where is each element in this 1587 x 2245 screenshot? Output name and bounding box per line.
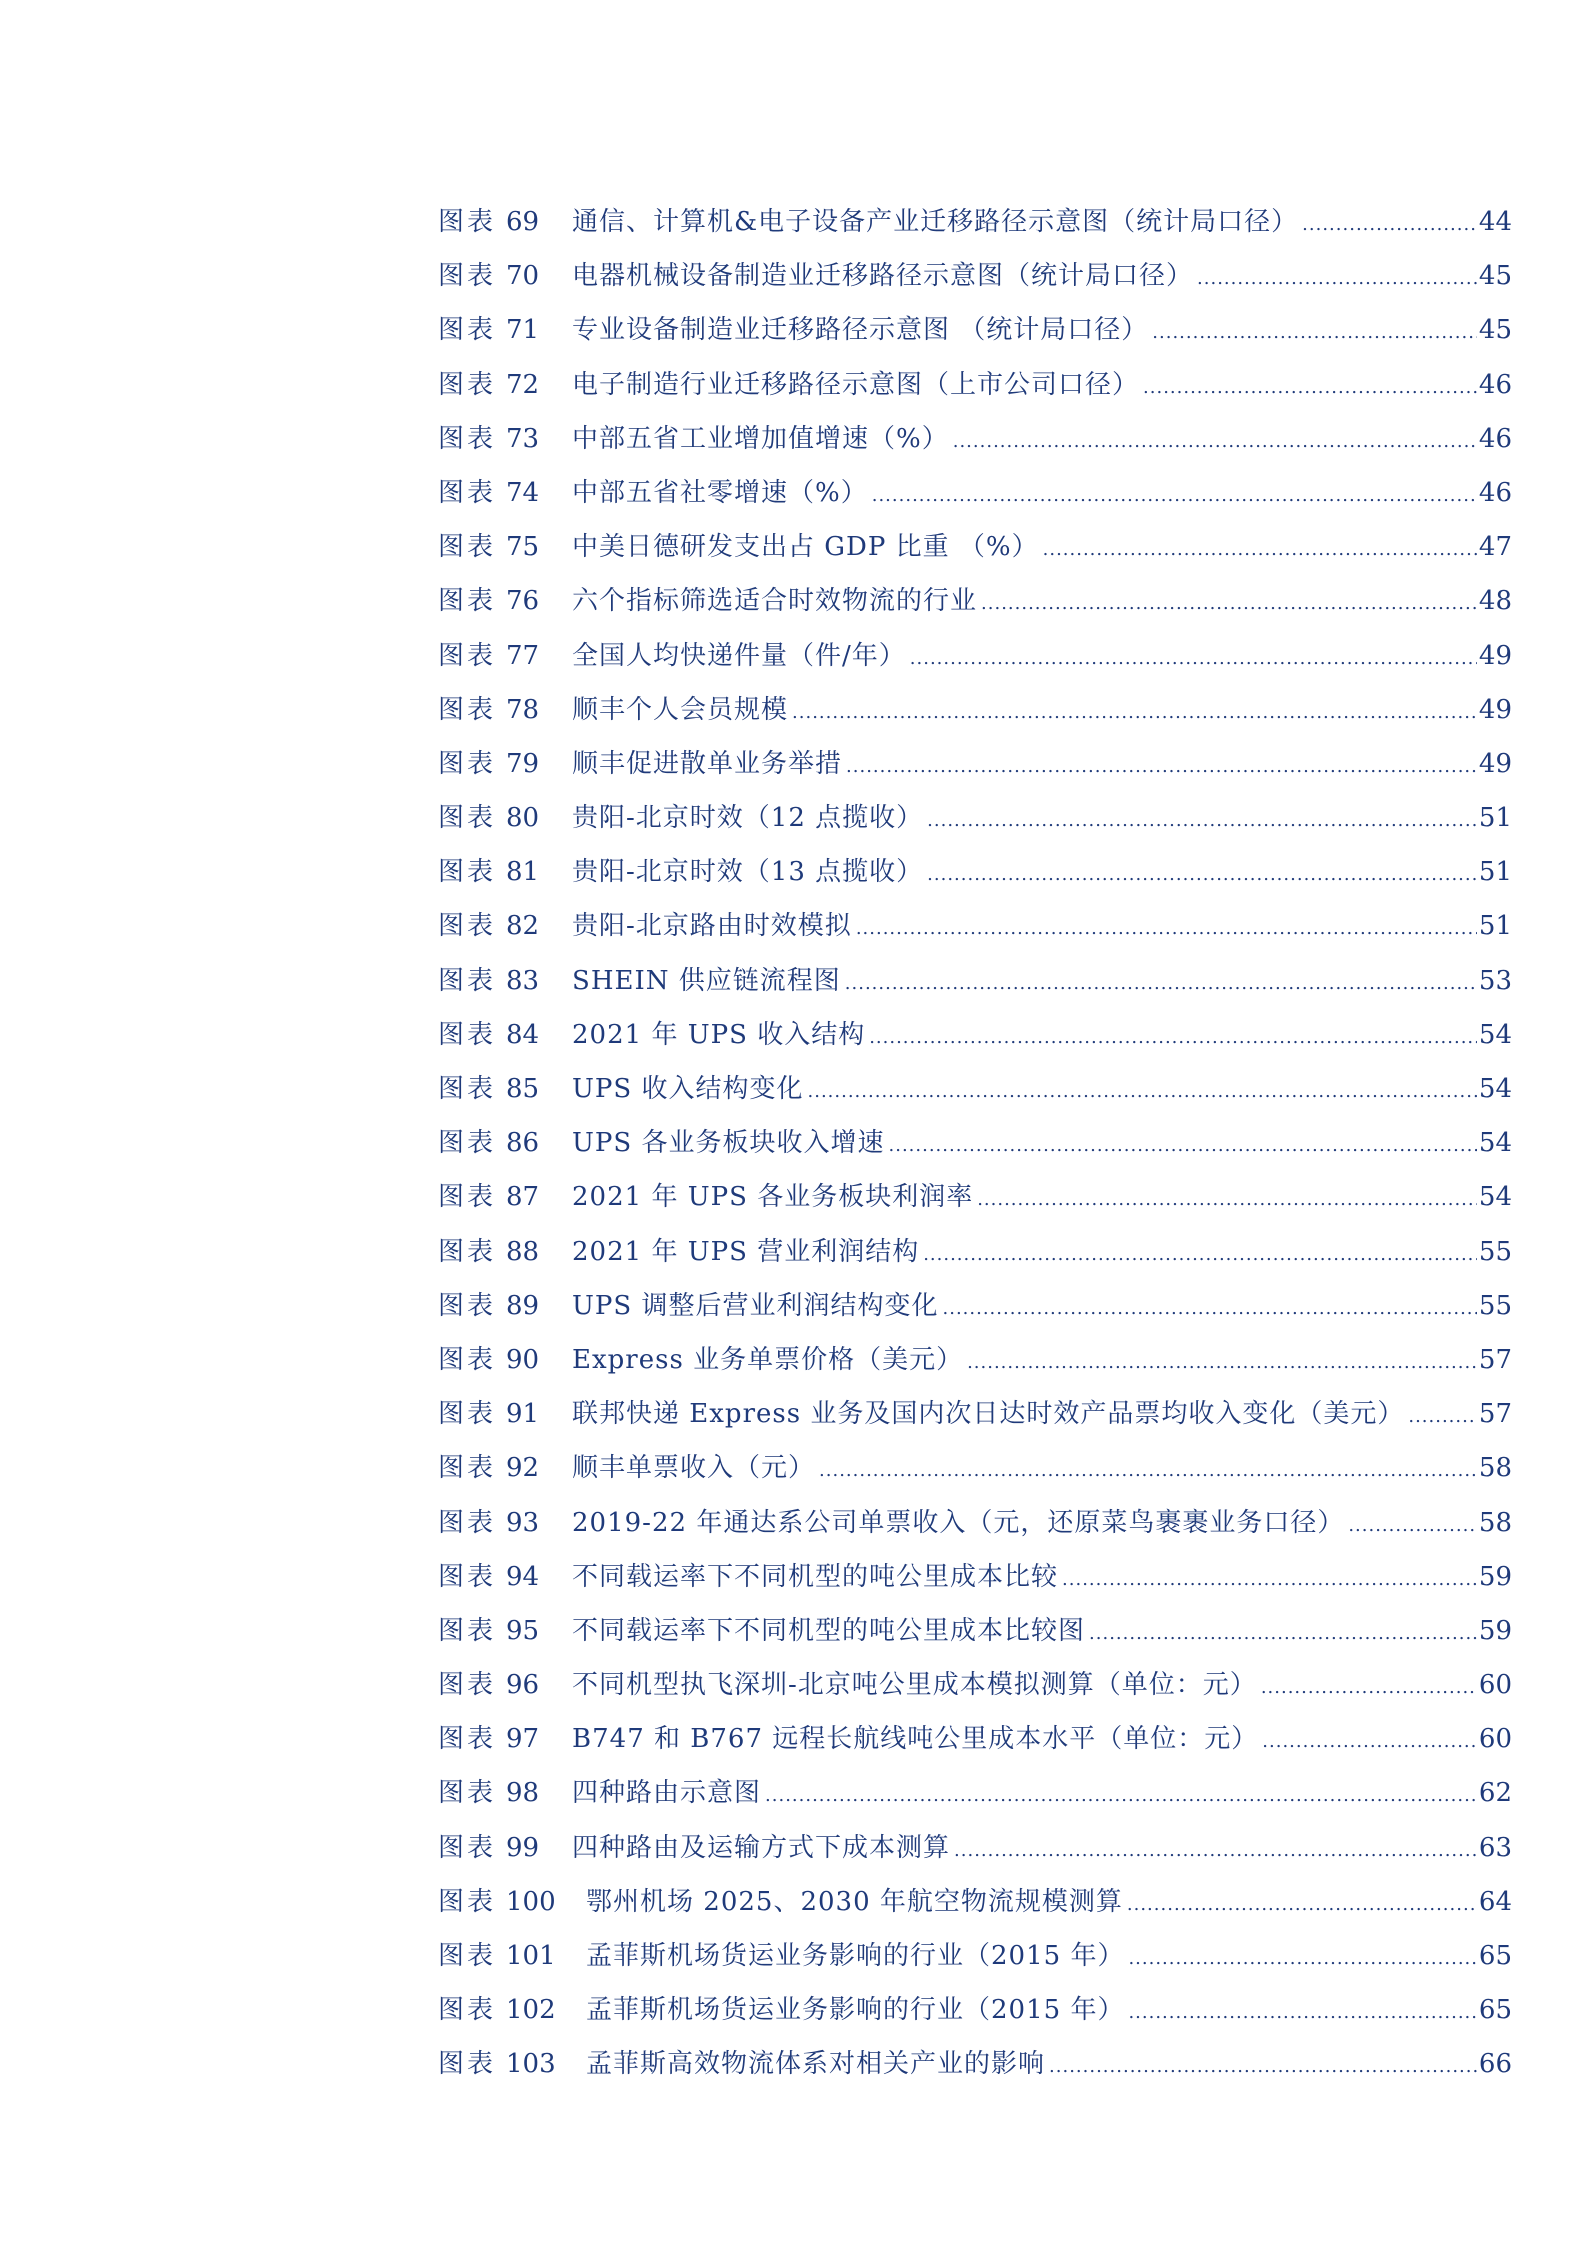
toc-entry-page: 59	[1478, 1615, 1512, 1646]
toc-entry-number: 91	[506, 1399, 540, 1430]
toc-entry-78[interactable]	[438, 683, 1512, 737]
toc-entry-prefix: 图表	[438, 1724, 497, 1755]
toc-entry-73[interactable]	[438, 412, 1512, 466]
toc-entry-prefix: 图表	[438, 1074, 497, 1104]
toc-entry-prefix: 图表	[438, 1019, 497, 1050]
toc-entry-title: 四种路由及运输方式下成本测算	[572, 1832, 951, 1863]
toc-entry-title: 通信、计算机&电子设备产业迁移路径示意图（统计局口径）	[572, 207, 1299, 237]
toc-entry-title: 不同载运率下不同机型的吨公里成本比较图	[572, 1615, 1086, 1646]
toc-entry-85[interactable]	[438, 1062, 1512, 1116]
toc-entry-page: 46	[1478, 477, 1512, 508]
toc-entry-74[interactable]	[438, 466, 1512, 520]
toc-entry-page: 57	[1478, 1344, 1512, 1375]
toc-entry-95[interactable]	[438, 1604, 1512, 1658]
toc-entry-title: 电器机械设备制造业迁移路径示意图（统计局口径）	[572, 261, 1194, 292]
toc-entry-number: 86	[506, 1128, 540, 1159]
toc-entry-number: 94	[506, 1561, 540, 1592]
toc-entry-number: 77	[506, 640, 540, 671]
toc-entry-number: 92	[506, 1453, 540, 1484]
toc-entry-70[interactable]	[438, 249, 1512, 303]
toc-leader-dots	[869, 1011, 1477, 1065]
toc-leader-dots	[923, 1228, 1477, 1282]
toc-entry-prefix: 图表	[438, 2049, 497, 2080]
toc-entry-prefix: 图表	[438, 1670, 497, 1701]
toc-entry-prefix: 图表	[438, 1182, 497, 1213]
toc-entry-title: Express 业务单票价格（美元）	[572, 1344, 964, 1375]
toc-entry-title: 六个指标筛选适合时效物流的行业	[572, 586, 978, 617]
toc-entry-title: 四种路由示意图	[572, 1778, 762, 1809]
toc-leader-dots	[1152, 306, 1477, 360]
toc-entry-number: 103	[506, 2049, 556, 2080]
toc-entry-title: SHEIN 供应链流程图	[572, 965, 841, 996]
toc-entry-title: 顺丰个人会员规模	[572, 694, 789, 725]
table-of-figures	[438, 195, 1512, 2092]
toc-entry-number: 73	[506, 423, 540, 454]
toc-entry-title: 中部五省社零增速（%）	[572, 477, 868, 508]
toc-entry-title: 电子制造行业迁移路径示意图（上市公司口径）	[572, 369, 1140, 400]
toc-entry-page: 53	[1478, 965, 1512, 996]
toc-entry-98[interactable]	[438, 1766, 1512, 1820]
toc-leader-dots	[927, 848, 1477, 902]
toc-leader-dots	[845, 957, 1477, 1011]
toc-entry-90[interactable]	[438, 1333, 1512, 1387]
toc-leader-dots	[1261, 1661, 1477, 1715]
toc-entry-number: 79	[506, 748, 540, 779]
toc-entry-title: 全国人均快递件量（件/年）	[572, 640, 906, 671]
toc-entry-prefix: 图表	[438, 586, 497, 617]
toc-entry-title: UPS 调整后营业利润结构变化	[572, 1290, 939, 1321]
toc-entry-number: 98	[506, 1778, 540, 1809]
toc-entry-page: 46	[1478, 423, 1512, 454]
toc-leader-dots	[856, 902, 1477, 956]
toc-leader-dots	[910, 632, 1477, 686]
toc-entry-page: 58	[1478, 1453, 1512, 1484]
toc-leader-dots	[808, 1065, 1477, 1119]
toc-leader-dots	[943, 1282, 1477, 1336]
toc-entry-title: 孟菲斯高效物流体系对相关产业的影响	[586, 2049, 1046, 2080]
toc-entry-prefix: 图表	[438, 1615, 497, 1646]
toc-entry-title: 贵阳-北京时效（13 点揽收）	[572, 857, 924, 888]
toc-entry-prefix: 图表	[438, 423, 497, 454]
toc-entry-page: 65	[1478, 1941, 1512, 1971]
toc-entry-page: 63	[1478, 1832, 1512, 1863]
toc-entry-number: 83	[506, 965, 540, 996]
toc-leader-dots	[765, 1769, 1477, 1823]
toc-entry-number: 76	[506, 586, 540, 617]
toc-entry-91[interactable]	[438, 1387, 1512, 1441]
toc-entry-prefix: 图表	[438, 1236, 497, 1267]
toc-entry-page: 54	[1478, 1074, 1512, 1104]
toc-entry-page: 51	[1478, 857, 1512, 888]
toc-entry-number: 100	[506, 1886, 556, 1917]
toc-leader-dots	[1262, 1715, 1477, 1769]
toc-entry-prefix: 图表	[438, 1995, 497, 2026]
toc-entry-100[interactable]	[438, 1875, 1512, 1929]
toc-leader-dots	[954, 1824, 1477, 1878]
toc-entry-number: 88	[506, 1236, 540, 1267]
toc-entry-prefix: 图表	[438, 1832, 497, 1863]
toc-entry-title: 顺丰单票收入（元）	[572, 1453, 816, 1484]
toc-entry-prefix: 图表	[438, 477, 497, 508]
toc-entry-76[interactable]	[438, 574, 1512, 628]
toc-entry-prefix: 图表	[438, 1344, 497, 1375]
toc-entry-title: 2021 年 UPS 营业利润结构	[572, 1236, 920, 1267]
toc-entry-page: 49	[1478, 694, 1512, 725]
toc-entry-102[interactable]	[438, 1983, 1512, 2037]
toc-entry-title: 中部五省工业增加值增速（%）	[572, 423, 949, 454]
toc-entry-prefix: 图表	[438, 965, 497, 996]
toc-entry-title: B747 和 B767 远程长航线吨公里成本水平（单位：元）	[572, 1724, 1259, 1755]
toc-entry-number: 81	[506, 857, 540, 888]
toc-entry-79[interactable]	[438, 737, 1512, 791]
toc-entry-prefix: 图表	[438, 207, 497, 237]
toc-entry-prefix: 图表	[438, 1128, 497, 1159]
toc-entry-number: 93	[506, 1507, 540, 1538]
toc-entry-number: 102	[506, 1995, 556, 2026]
toc-entry-page: 48	[1478, 586, 1512, 617]
toc-entry-92[interactable]	[438, 1441, 1512, 1495]
toc-entry-number: 97	[506, 1724, 540, 1755]
toc-entry-84[interactable]	[438, 1008, 1512, 1062]
toc-entry-page: 44	[1478, 207, 1512, 237]
toc-entry-number: 85	[506, 1074, 540, 1104]
toc-entry-88[interactable]	[438, 1225, 1512, 1279]
toc-leader-dots	[889, 1119, 1477, 1173]
toc-entry-title: 联邦快递 Express 业务及国内次日达时效产品票均收入变化（美元）	[572, 1399, 1405, 1430]
toc-entry-number: 75	[506, 532, 540, 563]
toc-entry-page: 57	[1478, 1399, 1512, 1430]
toc-entry-page: 60	[1478, 1724, 1512, 1755]
toc-entry-101[interactable]	[438, 1929, 1512, 1983]
toc-leader-dots	[953, 415, 1477, 469]
toc-leader-dots	[1062, 1553, 1477, 1607]
toc-leader-dots	[1302, 198, 1477, 252]
toc-entry-prefix: 图表	[438, 261, 497, 292]
toc-entry-number: 84	[506, 1019, 540, 1050]
toc-entry-page: 51	[1478, 911, 1512, 942]
toc-entry-number: 82	[506, 911, 540, 942]
toc-leader-dots	[977, 1173, 1477, 1227]
toc-entry-number: 71	[506, 315, 540, 346]
toc-entry-87[interactable]	[438, 1170, 1512, 1224]
toc-entry-prefix: 图表	[438, 315, 497, 346]
toc-entry-81[interactable]	[438, 845, 1512, 899]
toc-entry-page: 45	[1478, 261, 1512, 292]
toc-entry-page: 55	[1478, 1236, 1512, 1267]
toc-entry-title: 贵阳-北京时效（12 点揽收）	[572, 803, 924, 834]
toc-entry-title: 中美日德研发支出占 GDP 比重 （%）	[572, 532, 1039, 563]
toc-entry-number: 90	[506, 1344, 540, 1375]
toc-entry-title: 孟菲斯机场货运业务影响的行业（2015 年）	[586, 1941, 1125, 1971]
toc-leader-dots	[1143, 361, 1477, 415]
toc-entry-page: 55	[1478, 1290, 1512, 1321]
toc-leader-dots	[1127, 1878, 1477, 1932]
toc-entry-prefix: 图表	[438, 1886, 497, 1917]
toc-entry-title: 贵阳-北京路由时效模拟	[572, 911, 852, 942]
toc-entry-prefix: 图表	[438, 857, 497, 888]
toc-entry-89[interactable]	[438, 1279, 1512, 1333]
toc-entry-page: 62	[1478, 1778, 1512, 1809]
toc-entry-number: 78	[506, 694, 540, 725]
toc-entry-title: 顺丰促进散单业务举措	[572, 748, 843, 779]
toc-entry-number: 95	[506, 1615, 540, 1646]
toc-entry-title: UPS 收入结构变化	[572, 1074, 804, 1104]
toc-entry-page: 60	[1478, 1670, 1512, 1701]
toc-entry-page: 46	[1478, 369, 1512, 400]
toc-entry-86[interactable]	[438, 1116, 1512, 1170]
toc-entry-page: 49	[1478, 748, 1512, 779]
toc-leader-dots	[792, 686, 1477, 740]
toc-leader-dots	[967, 1336, 1477, 1390]
toc-leader-dots	[1408, 1390, 1477, 1444]
toc-entry-prefix: 图表	[438, 748, 497, 779]
toc-entry-title: UPS 各业务板块收入增速	[572, 1128, 885, 1159]
toc-entry-99[interactable]	[438, 1821, 1512, 1875]
toc-entry-page: 45	[1478, 315, 1512, 346]
toc-entry-82[interactable]	[438, 899, 1512, 953]
toc-entry-prefix: 图表	[438, 1561, 497, 1592]
toc-entry-page: 49	[1478, 640, 1512, 671]
toc-entry-75[interactable]	[438, 520, 1512, 574]
toc-entry-prefix: 图表	[438, 1453, 497, 1484]
toc-entry-title: 不同机型执飞深圳-北京吨公里成本模拟测算（单位：元）	[572, 1670, 1257, 1701]
toc-leader-dots	[819, 1444, 1477, 1498]
toc-entry-number: 99	[506, 1832, 540, 1863]
toc-entry-80[interactable]	[438, 791, 1512, 845]
toc-entry-prefix: 图表	[438, 1941, 497, 1971]
toc-leader-dots	[1089, 1607, 1477, 1661]
toc-leader-dots	[1128, 1932, 1476, 1986]
toc-entry-97[interactable]	[438, 1712, 1512, 1766]
toc-entry-number: 87	[506, 1182, 540, 1213]
toc-entry-prefix: 图表	[438, 369, 497, 400]
toc-entry-prefix: 图表	[438, 1507, 497, 1538]
toc-entry-prefix: 图表	[438, 1399, 497, 1430]
toc-entry-title: 孟菲斯机场货运业务影响的行业（2015 年）	[586, 1995, 1125, 2026]
toc-entry-title: 2021 年 UPS 收入结构	[572, 1019, 866, 1050]
toc-entry-number: 101	[506, 1941, 556, 1971]
toc-leader-dots	[981, 577, 1477, 631]
toc-entry-prefix: 图表	[438, 803, 497, 834]
toc-leader-dots	[1049, 2040, 1477, 2094]
toc-entry-number: 70	[506, 261, 540, 292]
toc-entry-72[interactable]	[438, 358, 1512, 412]
toc-entry-prefix: 图表	[438, 911, 497, 942]
toc-entry-page: 54	[1478, 1019, 1512, 1050]
toc-entry-number: 96	[506, 1670, 540, 1701]
toc-entry-number: 69	[506, 207, 540, 237]
toc-entry-page: 47	[1478, 532, 1512, 563]
toc-entry-69[interactable]	[438, 195, 1512, 249]
toc-entry-page: 66	[1478, 2049, 1512, 2080]
toc-entry-prefix: 图表	[438, 532, 497, 563]
toc-leader-dots	[1348, 1499, 1477, 1553]
toc-entry-number: 80	[506, 803, 540, 834]
toc-entry-prefix: 图表	[438, 1290, 497, 1321]
toc-leader-dots	[1197, 252, 1477, 306]
toc-leader-dots	[1043, 523, 1477, 577]
toc-entry-page: 54	[1478, 1128, 1512, 1159]
toc-entry-83[interactable]	[438, 954, 1512, 1008]
toc-entry-prefix: 图表	[438, 1778, 497, 1809]
toc-entry-93[interactable]	[438, 1496, 1512, 1550]
toc-entry-96[interactable]	[438, 1658, 1512, 1712]
toc-entry-prefix: 图表	[438, 640, 497, 671]
toc-entry-page: 54	[1478, 1182, 1512, 1213]
toc-leader-dots	[927, 794, 1477, 848]
toc-entry-page: 59	[1478, 1561, 1512, 1592]
toc-entry-94[interactable]	[438, 1550, 1512, 1604]
toc-entry-title: 鄂州机场 2025、2030 年航空物流规模测算	[586, 1886, 1123, 1917]
toc-entry-page: 51	[1478, 803, 1512, 834]
toc-entry-page: 65	[1478, 1995, 1512, 2026]
toc-entry-title: 专业设备制造业迁移路径示意图 （统计局口径）	[572, 315, 1149, 346]
toc-entry-103[interactable]	[438, 2037, 1512, 2091]
toc-entry-77[interactable]	[438, 629, 1512, 683]
toc-entry-page: 58	[1478, 1507, 1512, 1538]
toc-entry-number: 74	[506, 477, 540, 508]
toc-leader-dots	[1128, 1986, 1476, 2040]
toc-entry-title: 不同载运率下不同机型的吨公里成本比较	[572, 1561, 1059, 1592]
toc-entry-71[interactable]	[438, 303, 1512, 357]
toc-entry-number: 89	[506, 1290, 540, 1321]
toc-entry-prefix: 图表	[438, 694, 497, 725]
toc-leader-dots	[846, 740, 1477, 794]
toc-entry-title: 2021 年 UPS 各业务板块利润率	[572, 1182, 974, 1213]
toc-entry-page: 64	[1478, 1886, 1512, 1917]
toc-leader-dots	[872, 469, 1477, 523]
toc-entry-number: 72	[506, 369, 540, 400]
toc-entry-title: 2019-22 年通达系公司单票收入（元，还原菜鸟裹裹业务口径）	[572, 1507, 1345, 1538]
